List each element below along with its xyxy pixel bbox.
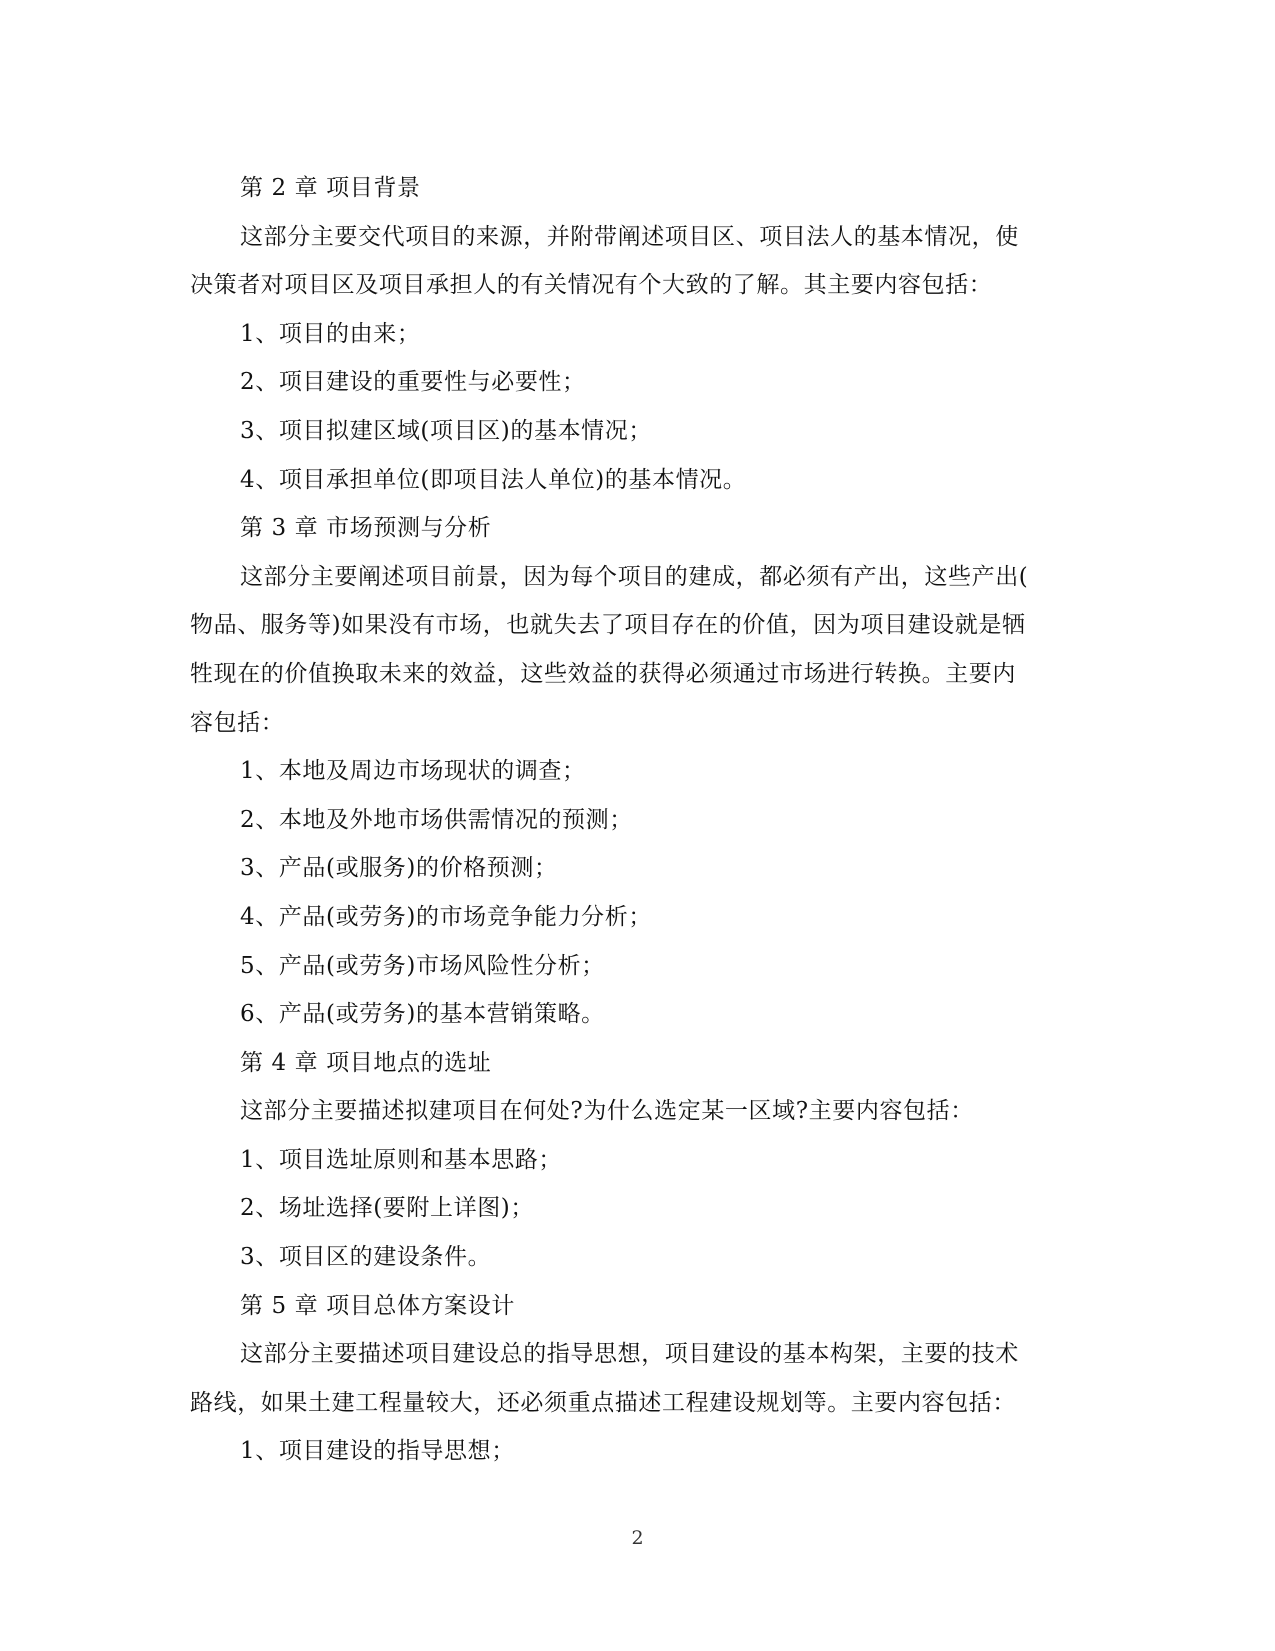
list-item: 4、产品(或劳务)的市场竞争能力分析； [240, 903, 652, 930]
list-item: 1、项目的由来； [240, 320, 421, 347]
list-item: 5、产品(或劳务)市场风险性分析； [240, 952, 605, 979]
paragraph-line: 决策者对项目区及项目承担人的有关情况有个大致的了解。其主要内容包括： [190, 272, 993, 299]
list-item: 3、项目区的建设条件。 [240, 1244, 492, 1271]
list-item: 3、项目拟建区域(项目区)的基本情况； [240, 417, 652, 444]
paragraph-line: 物品、服务等)如果没有市场，也就失去了项目存在的价值，因为项目建设就是牺 [190, 612, 1026, 639]
document-body [190, 164, 1080, 1476]
list-item: 1、项目选址原则和基本思路； [240, 1146, 563, 1173]
chapter-heading: 第 2 章 项目背景 [240, 175, 421, 201]
page-number: 2 [631, 1527, 644, 1549]
paragraph-line: 容包括： [190, 709, 285, 736]
paragraph-line: 牲现在的价值换取未来的效益，这些效益的获得必须通过市场进行转换。主要内 [190, 660, 1016, 687]
chapter-heading: 第 3 章 市场预测与分析 [240, 515, 492, 542]
list-item: 6、产品(或劳务)的基本营销策略。 [240, 1001, 605, 1028]
list-item: 2、项目建设的重要性与必要性； [240, 369, 586, 396]
paragraph-line: 路线，如果土建工程量较大，还必须重点描述工程建设规划等。主要内容包括： [190, 1389, 1016, 1416]
list-item: 2、场址选择(要附上详图)； [240, 1195, 534, 1222]
list-item: 3、产品(或服务)的价格预测； [240, 855, 558, 882]
paragraph-line: 这部分主要交代项目的来源，并附带阐述项目区、项目法人的基本情况，使 [240, 223, 1019, 250]
list-item: 1、项目建设的指导思想； [240, 1438, 515, 1465]
paragraph-line: 这部分主要描述项目建设总的指导思想，项目建设的基本构架，主要的技术 [240, 1341, 1019, 1368]
list-item: 1、本地及周边市场现状的调查； [240, 758, 586, 785]
chapter-heading: 第 5 章 项目总体方案设计 [240, 1292, 515, 1319]
paragraph-line: 这部分主要描述拟建项目在何处?为什么选定某一区域?主要内容包括： [240, 1098, 974, 1125]
chapter-heading: 第 4 章 项目地点的选址 [240, 1049, 492, 1076]
paragraph-line: 这部分主要阐述项目前景，因为每个项目的建成，都必须有产出，这些产出( [240, 563, 1029, 590]
list-item: 2、本地及外地市场供需情况的预测； [240, 806, 633, 833]
list-item: 4、项目承担单位(即项目法人单位)的基本情况。 [240, 466, 747, 493]
